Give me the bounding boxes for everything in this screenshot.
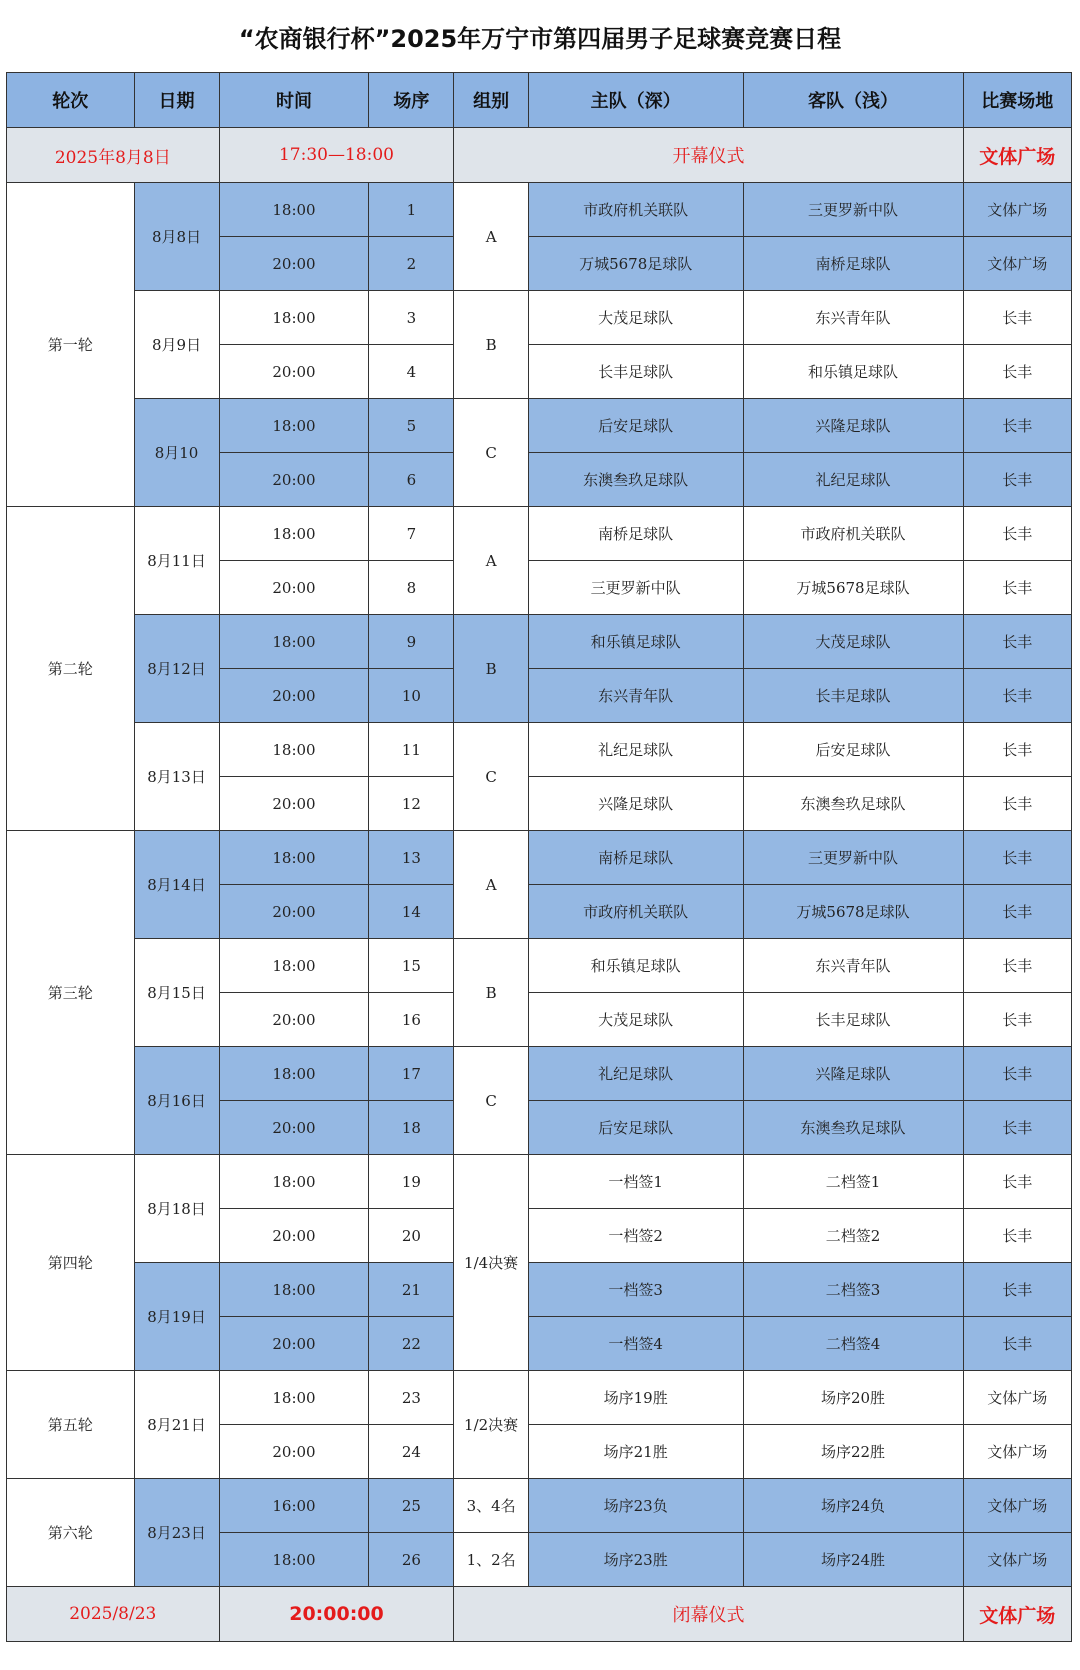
group-cell: 1/4决赛 — [454, 1155, 528, 1371]
home-team-cell: 礼纪足球队 — [528, 723, 743, 777]
venue-cell: 长丰 — [963, 1263, 1072, 1317]
venue-cell: 长丰 — [963, 615, 1072, 669]
group-cell: 1/2决赛 — [454, 1371, 528, 1479]
group-cell: C — [454, 399, 528, 507]
venue-cell: 长丰 — [963, 885, 1072, 939]
match-no-cell: 21 — [369, 1263, 454, 1317]
home-team-cell: 场序21胜 — [528, 1425, 743, 1479]
match-no-cell: 22 — [369, 1317, 454, 1371]
venue-cell: 长丰 — [963, 291, 1072, 345]
date-cell: 8月19日 — [134, 1263, 219, 1371]
home-team-cell: 场序23胜 — [528, 1533, 743, 1587]
date-cell: 8月23日 — [134, 1479, 219, 1587]
away-team-cell: 市政府机关联队 — [743, 507, 963, 561]
home-team-cell: 长丰足球队 — [528, 345, 743, 399]
time-cell: 20:00 — [219, 1101, 369, 1155]
date-cell: 8月8日 — [134, 183, 219, 291]
date-cell: 8月13日 — [134, 723, 219, 831]
away-team-cell: 和乐镇足球队 — [743, 345, 963, 399]
home-team-cell: 一档签3 — [528, 1263, 743, 1317]
home-team-cell: 万城5678足球队 — [528, 237, 743, 291]
venue-cell: 长丰 — [963, 723, 1072, 777]
time-cell: 20:00 — [219, 1209, 369, 1263]
home-team-cell: 和乐镇足球队 — [528, 939, 743, 993]
match-no-cell: 8 — [369, 561, 454, 615]
match-no-cell: 16 — [369, 993, 454, 1047]
time-cell: 16:00 — [219, 1479, 369, 1533]
home-team-cell: 南桥足球队 — [528, 507, 743, 561]
date-cell: 8月18日 — [134, 1155, 219, 1263]
home-team-cell: 后安足球队 — [528, 1101, 743, 1155]
away-team-cell: 大茂足球队 — [743, 615, 963, 669]
time-cell: 18:00 — [219, 1047, 369, 1101]
group-cell: A — [454, 831, 528, 939]
time-cell: 18:00 — [219, 507, 369, 561]
time-cell: 18:00 — [219, 939, 369, 993]
away-team-cell: 二档签4 — [743, 1317, 963, 1371]
time-cell: 18:00 — [219, 399, 369, 453]
group-cell: B — [454, 939, 528, 1047]
venue-cell: 长丰 — [963, 669, 1072, 723]
venue-cell: 长丰 — [963, 399, 1072, 453]
header-round: 轮次 — [7, 73, 135, 128]
venue-cell: 文体广场 — [963, 1425, 1072, 1479]
venue-cell: 文体广场 — [963, 237, 1072, 291]
match-no-cell: 2 — [369, 237, 454, 291]
venue-cell: 文体广场 — [963, 1533, 1072, 1587]
away-team-cell: 三更罗新中队 — [743, 183, 963, 237]
table-row — [7, 939, 1072, 993]
away-team-cell: 二档签2 — [743, 1209, 963, 1263]
table-row — [7, 1371, 1072, 1425]
away-team-cell: 兴隆足球队 — [743, 399, 963, 453]
table-row — [7, 291, 1072, 345]
match-no-cell: 26 — [369, 1533, 454, 1587]
venue-cell: 长丰 — [963, 507, 1072, 561]
venue-cell: 长丰 — [963, 1047, 1072, 1101]
time-cell: 20:00 — [219, 777, 369, 831]
away-team-cell: 兴隆足球队 — [743, 1047, 963, 1101]
home-team-cell: 兴隆足球队 — [528, 777, 743, 831]
schedule-table — [6, 72, 1072, 1642]
table-row — [7, 831, 1072, 885]
table-row — [7, 723, 1072, 777]
time-cell: 18:00 — [219, 1263, 369, 1317]
home-team-cell: 东澳叁玖足球队 — [528, 453, 743, 507]
venue-cell: 长丰 — [963, 1101, 1072, 1155]
table-row — [7, 615, 1072, 669]
home-team-cell: 后安足球队 — [528, 399, 743, 453]
header-time: 时间 — [219, 73, 369, 128]
venue-cell: 长丰 — [963, 1155, 1072, 1209]
time-cell: 20:00 — [219, 885, 369, 939]
away-team-cell: 长丰足球队 — [743, 669, 963, 723]
home-team-cell: 南桥足球队 — [528, 831, 743, 885]
match-no-cell: 4 — [369, 345, 454, 399]
header-home: 主队（深） — [528, 73, 743, 128]
match-no-cell: 18 — [369, 1101, 454, 1155]
group-cell: C — [454, 1047, 528, 1155]
home-team-cell: 一档签4 — [528, 1317, 743, 1371]
venue-cell: 文体广场 — [963, 1479, 1072, 1533]
group-cell: B — [454, 291, 528, 399]
round-cell: 第四轮 — [7, 1155, 135, 1371]
group-cell: B — [454, 615, 528, 723]
venue-cell: 长丰 — [963, 453, 1072, 507]
away-team-cell: 万城5678足球队 — [743, 561, 963, 615]
date-cell: 8月14日 — [134, 831, 219, 939]
venue-cell: 长丰 — [963, 993, 1072, 1047]
date-cell: 8月15日 — [134, 939, 219, 1047]
home-team-cell: 一档签2 — [528, 1209, 743, 1263]
closing-date: 2025/8/23 — [7, 1587, 220, 1642]
round-cell: 第六轮 — [7, 1479, 135, 1587]
table-row — [7, 507, 1072, 561]
time-cell: 18:00 — [219, 723, 369, 777]
away-team-cell: 场序24胜 — [743, 1533, 963, 1587]
venue-cell: 长丰 — [963, 777, 1072, 831]
home-team-cell: 场序19胜 — [528, 1371, 743, 1425]
home-team-cell: 一档签1 — [528, 1155, 743, 1209]
round-cell: 第二轮 — [7, 507, 135, 831]
away-team-cell: 场序20胜 — [743, 1371, 963, 1425]
table-header-row — [7, 73, 1072, 128]
match-no-cell: 19 — [369, 1155, 454, 1209]
venue-cell: 长丰 — [963, 1209, 1072, 1263]
venue-cell: 长丰 — [963, 939, 1072, 993]
date-cell: 8月16日 — [134, 1047, 219, 1155]
opening-time: 17:30—18:00 — [219, 128, 454, 183]
match-no-cell: 10 — [369, 669, 454, 723]
home-team-cell: 和乐镇足球队 — [528, 615, 743, 669]
time-cell: 20:00 — [219, 1317, 369, 1371]
time-cell: 18:00 — [219, 831, 369, 885]
match-no-cell: 20 — [369, 1209, 454, 1263]
group-cell: C — [454, 723, 528, 831]
match-no-cell: 9 — [369, 615, 454, 669]
match-no-cell: 15 — [369, 939, 454, 993]
home-team-cell: 市政府机关联队 — [528, 885, 743, 939]
match-no-cell: 14 — [369, 885, 454, 939]
group-cell: A — [454, 507, 528, 615]
match-no-cell: 3 — [369, 291, 454, 345]
venue-cell: 长丰 — [963, 1317, 1072, 1371]
venue-cell: 文体广场 — [963, 1371, 1072, 1425]
away-team-cell: 后安足球队 — [743, 723, 963, 777]
opening-ceremony-row — [7, 128, 1072, 183]
home-team-cell: 大茂足球队 — [528, 993, 743, 1047]
time-cell: 20:00 — [219, 345, 369, 399]
time-cell: 18:00 — [219, 183, 369, 237]
closing-event: 闭幕仪式 — [454, 1587, 963, 1642]
away-team-cell: 万城5678足球队 — [743, 885, 963, 939]
away-team-cell: 礼纪足球队 — [743, 453, 963, 507]
match-no-cell: 24 — [369, 1425, 454, 1479]
time-cell: 18:00 — [219, 1155, 369, 1209]
header-away: 客队（浅） — [743, 73, 963, 128]
table-row — [7, 1047, 1072, 1101]
time-cell: 20:00 — [219, 237, 369, 291]
away-team-cell: 东澳叁玖足球队 — [743, 777, 963, 831]
table-row — [7, 1263, 1072, 1317]
match-no-cell: 11 — [369, 723, 454, 777]
closing-time: 20:00:00 — [219, 1587, 454, 1642]
opening-date: 2025年8月8日 — [7, 128, 220, 183]
home-team-cell: 礼纪足球队 — [528, 1047, 743, 1101]
match-no-cell: 23 — [369, 1371, 454, 1425]
match-no-cell: 25 — [369, 1479, 454, 1533]
match-no-cell: 17 — [369, 1047, 454, 1101]
header-venue: 比赛场地 — [963, 73, 1072, 128]
table-row — [7, 1479, 1072, 1533]
venue-cell: 文体广场 — [963, 183, 1072, 237]
away-team-cell: 三更罗新中队 — [743, 831, 963, 885]
date-cell: 8月21日 — [134, 1371, 219, 1479]
match-no-cell: 7 — [369, 507, 454, 561]
group-cell: A — [454, 183, 528, 291]
time-cell: 18:00 — [219, 615, 369, 669]
away-team-cell: 场序24负 — [743, 1479, 963, 1533]
match-no-cell: 12 — [369, 777, 454, 831]
away-team-cell: 二档签1 — [743, 1155, 963, 1209]
date-cell: 8月12日 — [134, 615, 219, 723]
home-team-cell: 三更罗新中队 — [528, 561, 743, 615]
date-cell: 8月11日 — [134, 507, 219, 615]
page-title: “农商银行杯”2025年万宁市第四届男子足球赛竞赛日程 — [238, 24, 842, 53]
venue-cell: 长丰 — [963, 561, 1072, 615]
closing-ceremony-row — [7, 1587, 1072, 1642]
away-team-cell: 东兴青年队 — [743, 291, 963, 345]
opening-venue: 文体广场 — [963, 128, 1072, 183]
away-team-cell: 二档签3 — [743, 1263, 963, 1317]
away-team-cell: 南桥足球队 — [743, 237, 963, 291]
opening-event: 开幕仪式 — [454, 128, 963, 183]
header-group: 组别 — [454, 73, 528, 128]
away-team-cell: 场序22胜 — [743, 1425, 963, 1479]
home-team-cell: 市政府机关联队 — [528, 183, 743, 237]
away-team-cell: 东澳叁玖足球队 — [743, 1101, 963, 1155]
away-team-cell: 长丰足球队 — [743, 993, 963, 1047]
time-cell: 18:00 — [219, 1533, 369, 1587]
time-cell: 20:00 — [219, 669, 369, 723]
time-cell: 18:00 — [219, 291, 369, 345]
round-cell: 第五轮 — [7, 1371, 135, 1479]
time-cell: 20:00 — [219, 993, 369, 1047]
home-team-cell: 场序23负 — [528, 1479, 743, 1533]
group-cell: 3、4名 — [454, 1479, 528, 1533]
match-no-cell: 1 — [369, 183, 454, 237]
header-match-no: 场序 — [369, 73, 454, 128]
match-no-cell: 13 — [369, 831, 454, 885]
round-cell: 第一轮 — [7, 183, 135, 507]
time-cell: 20:00 — [219, 561, 369, 615]
group-cell: 1、2名 — [454, 1533, 528, 1587]
time-cell: 20:00 — [219, 1425, 369, 1479]
header-date: 日期 — [134, 73, 219, 128]
date-cell: 8月9日 — [134, 291, 219, 399]
table-row — [7, 399, 1072, 453]
date-cell: 8月10 — [134, 399, 219, 507]
match-no-cell: 6 — [369, 453, 454, 507]
venue-cell: 长丰 — [963, 831, 1072, 885]
home-team-cell: 大茂足球队 — [528, 291, 743, 345]
match-no-cell: 5 — [369, 399, 454, 453]
table-row — [7, 1155, 1072, 1209]
venue-cell: 长丰 — [963, 345, 1072, 399]
time-cell: 18:00 — [219, 1371, 369, 1425]
away-team-cell: 东兴青年队 — [743, 939, 963, 993]
table-row — [7, 183, 1072, 237]
closing-venue: 文体广场 — [963, 1587, 1072, 1642]
time-cell: 20:00 — [219, 453, 369, 507]
home-team-cell: 东兴青年队 — [528, 669, 743, 723]
round-cell: 第三轮 — [7, 831, 135, 1155]
